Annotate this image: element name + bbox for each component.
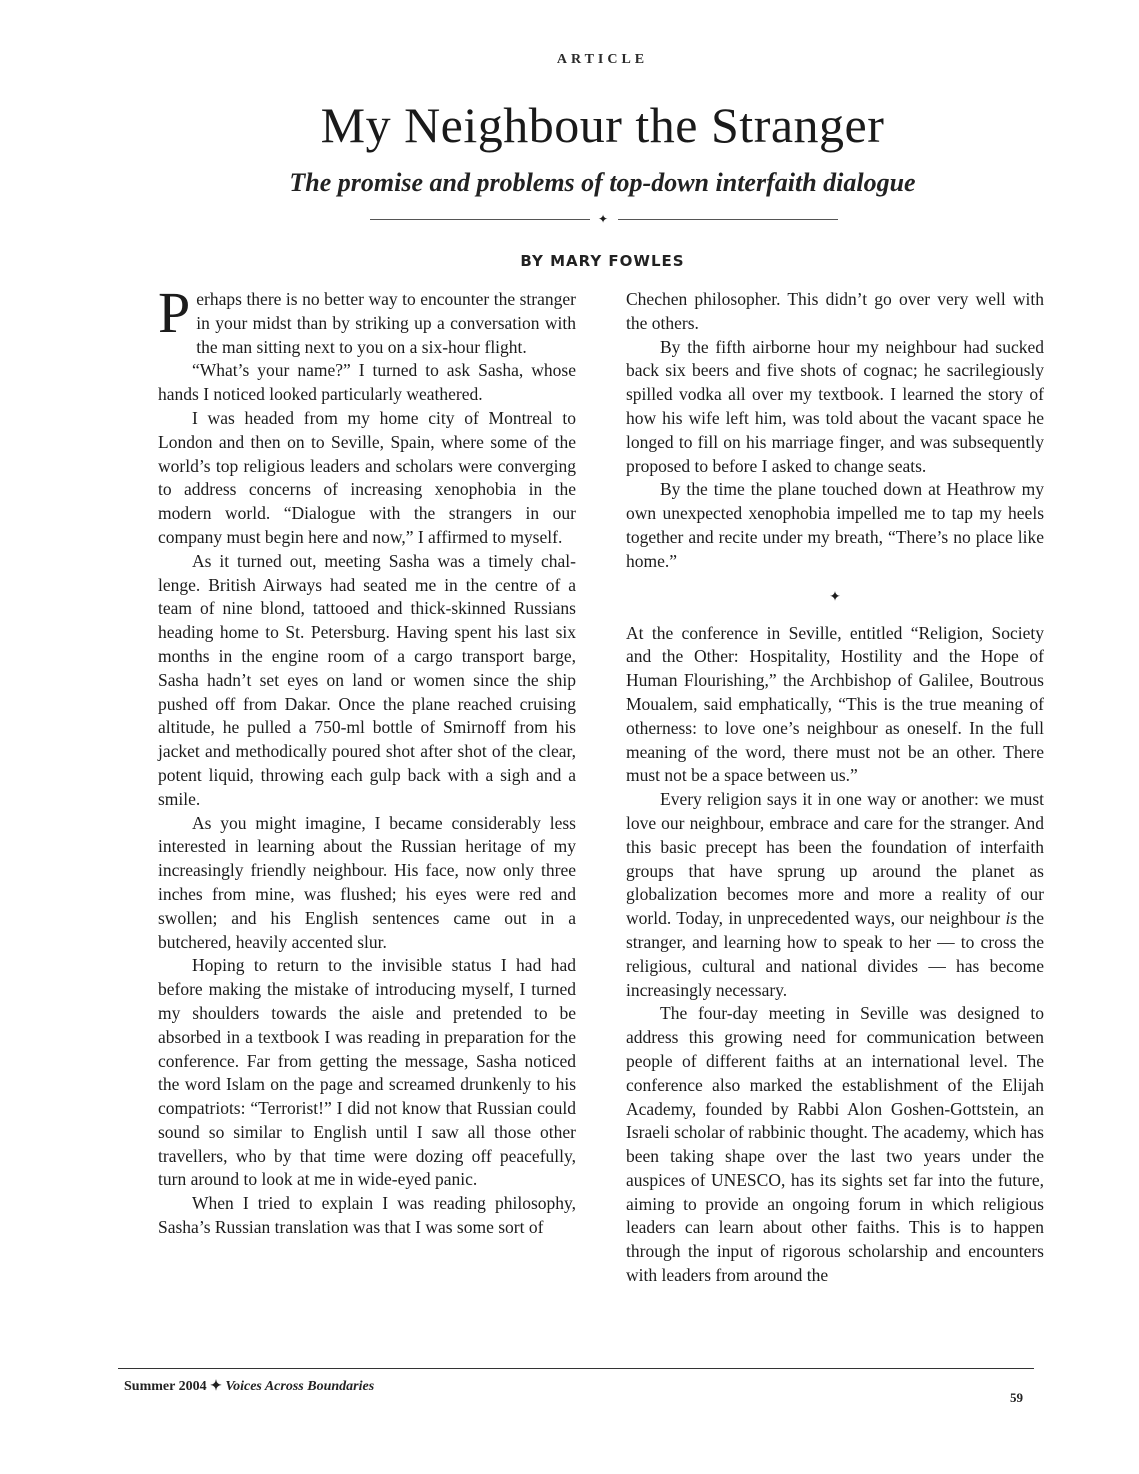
paragraph [626, 788, 1044, 1002]
paragraph: At the conference in Seville, entitled “Religion, Society and the Other: Hospitality, Hostility and the Hope of Human Flourishing,” the Archbishop of Galilee, Boutrous Moualem, said emphatically, “This is the true meaning of otherness: to love one’s neighbour as oneself. In the full meaning of the word, there must not be an other. There must not be a space between us.” [626, 622, 1044, 786]
footer-issue [124, 1378, 374, 1395]
drop-cap: P [158, 280, 191, 345]
section-kicker: ARTICLE [556, 52, 649, 67]
paragraph: I was headed from my home city of Montreal to London and then on to Seville, Spain, where some of the world’s top religious leaders and scholars were converging to address concerns of increasing xenophobia in the modern world. “Dialogue with the strangers in our company must begin here and now,” I affirmed to myself. [158, 407, 576, 547]
paragraph: The four-day meeting in Seville was designed to address this growing need for communication between people of different faiths at an international level. The conference also marked the establishment of the Elijah Academy, founded by Rabbi Alon Goshen-Gottstein, an Israeli scholar of rabbinic thought. The academy, which has been taking shape over the last two years under the auspices of UNESCO, has its sights set far into the future, aiming to provide an ongoing forum in which religious leaders can learn about other faiths. This is to happen through the input of rigorous scholarship and encounters with leaders from around the [626, 1003, 1044, 1286]
right-column [626, 288, 1044, 1288]
footer-rule [118, 1368, 1034, 1369]
diamond-ornament-icon: ✦ [598, 212, 609, 226]
divider-line-right [618, 219, 838, 220]
paragraph-text: erhaps there is no better way to encounter the stranger in your midst than by striking up a conversation with the man sitting next to you on a six-hour flight. [196, 289, 576, 357]
paragraph: By the fifth airborne hour my neighbour had sucked back six beers and five shots of cognac; he sacrilegiously spilled vodka all over my textbook. I learned the story of how his wife left him, was told about the vacant space he longed to fill on his marriage finger, and was subsequently proposed to before I asked to change seats. [626, 336, 1044, 476]
paragraph: As it turned out, meeting Sasha was a timely challenge. British Airways had seated me in the centre of a team of nine blond, tattooed and thick-skinned Russians heading home to St. Petersburg. Having spent his last six months in the engine room of a cargo transport barge, Sasha hadn’t set eyes on land or women since the ship pushed off from Dakar. Once the plane reached cruising altitude, he pulled a 750-ml bottle of Smirnoff from his jacket and methodically poured shot after shot of the clear, potent liquid, throwing each gulp back with a sigh and a smile. [158, 550, 576, 809]
article-title: My Neighbour the Stranger [320, 97, 885, 153]
article-subtitle: The promise and problems of top-down interfaith dialogue [289, 168, 916, 197]
byline: BY MARY FOWLES [520, 252, 685, 270]
paragraph-text: the stranger, and learning how to speak to her — to cross the religious, cultural and national divides — has become increasingly necessary. [626, 908, 1044, 1000]
footer-journal-name: Voices Across Boundaries [225, 1379, 375, 1394]
footer-season: Summer 2004 [124, 1379, 207, 1394]
page-number: 59 [1010, 1390, 1023, 1405]
footer-separator-icon: ✦ [206, 1379, 226, 1394]
paragraph: As you might imagine, I became considerably less interested in learning about the Russian heritage of my increasingly friendly neighbour. His face, now only three inches from mine, was flushed; his eyes were red and swollen; and his English sentences came out in a butchered, heavily accented slur. [158, 812, 576, 952]
divider-line-left [370, 219, 590, 220]
paragraph [158, 280, 576, 359]
paragraph: When I tried to explain I was reading philosophy, Sasha’s Russian translation was that I was some sort of [158, 1193, 576, 1238]
paragraph: Hoping to return to the invisible status I had had before making the mistake of introducing myself, I turned my shoulders towards the aisle and pretended to be absorbed in a textbook I was reading in preparation for the conference. Far from getting the message, Sasha noticed the word Islam on the page and screamed drunkenly to his compatriots: “Terrorist!” I did not know that Russian could sound so similar to English until I saw all those other travellers, who by that time were dozing off peacefully, turn around to look at me in wide-eyed panic. [158, 955, 576, 1190]
paragraph: “What’s your name?” I turned to ask Sasha, whose hands I noticed looked particularly weathered. [158, 360, 576, 405]
paragraph-text: Every religion says it in one way or another: we must love our neighbour, embrace and care for the stranger. And this basic precept has been the foundation of interfaith groups that have sprung up around the planet as globalization becomes more and more a reality of our world. Today, in unprecedented ways, our neighbour [626, 789, 1044, 929]
left-column [158, 280, 576, 1240]
emphasis-text: is [1005, 908, 1018, 929]
section-break-ornament-icon: ✦ [829, 589, 841, 605]
paragraph: Chechen philosopher. This didn’t go over very well with the others. [626, 289, 1044, 333]
paragraph: By the time the plane touched down at Heathrow my own unexpected xenophobia impelled me to tap my heels together and recite under my breath, “There’s no place like home.” [626, 479, 1044, 571]
title-ornament-divider [370, 212, 838, 226]
